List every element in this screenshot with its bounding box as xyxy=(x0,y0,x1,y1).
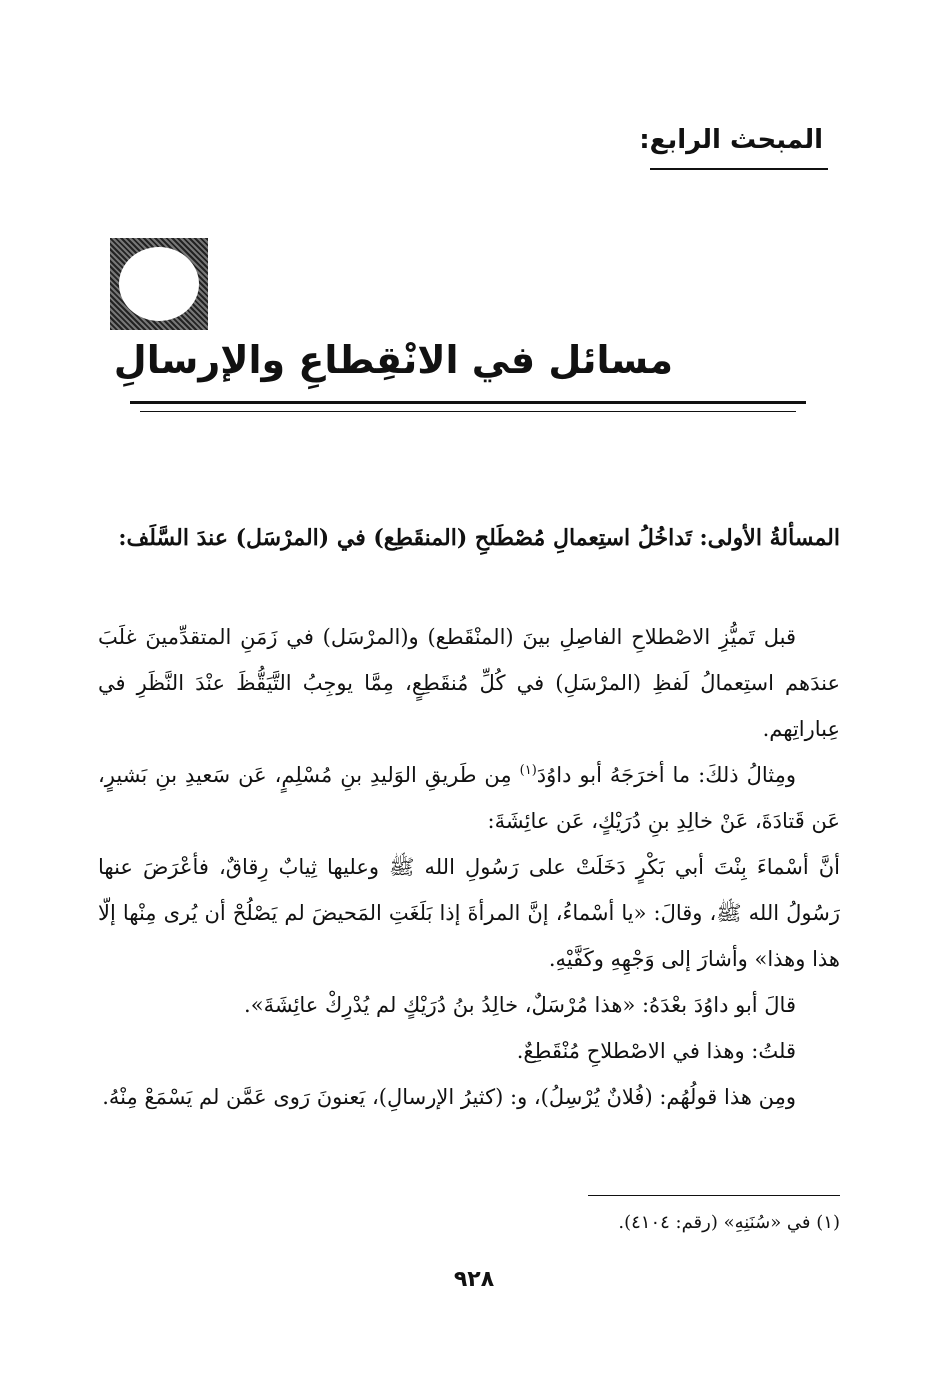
ornament-circle xyxy=(119,247,199,321)
example-text-start: ومِثالُ ذلكَ: ما أخرَجَهُ أبو داوُدَ xyxy=(536,763,797,787)
title-rule-thick xyxy=(130,401,806,404)
hadith-text: أنَّ أسْماءَ بِنْتَ أبي بَكْرٍ دَخَلَتْ على رَسُولِ الله ﷺ وعليها ثِيابٌ رِقاقٌ، فأعْرَضَ عنها رَسُولُ الله ﷺ، وقالَ: «يا أسْماءُ، إنَّ المرأةَ إذا بَلَغَتِ المَحيضَ لم يَصْلُحْ أن يُرى مِنْها إلّا هذا وهذا» وأشارَ إلى وَجْهِهِ وكَفَّيْهِ. xyxy=(98,855,840,971)
page-number: ٩٢٨ xyxy=(453,1267,495,1292)
footnote-marker: (١) xyxy=(519,763,537,778)
author-comment: قلتُ: وهذا في الاصْطلاحِ مُنْقَطِعٌ. xyxy=(516,1039,796,1063)
chapter-title: مسائل في الانْقِطاعِ والإرسالِ xyxy=(113,338,673,382)
chapter-ornament xyxy=(110,238,208,330)
footnote: (١) في «سُنَنِهِ» (رقم: ٤١٠٤). xyxy=(618,1212,840,1233)
abu-dawud-comment: قالَ أبو داوُدَ بعْدَهُ: «هذا مُرْسَلٌ، خالِدُ بنُ دُرَيْكٍ لم يُدْرِكْ عائِشَةَ». xyxy=(244,993,796,1017)
example-text-end: مِن طَريقِ الوَليدِ بنِ مُسْلِمٍ، عَن سَعيدِ بنِ بَشيرٍ، عَن قَتادَةَ، عَنْ خالِدِ بنِ دُرَيْكٍ، عَن عائِشَةَ: xyxy=(98,763,840,833)
paragraph-example xyxy=(98,752,840,844)
paragraph-irsal: ومِن هذا قولُهُم: (فُلانٌ يُرْسِلُ)، و: (كثيرُ الإرسالِ)، يَعنونَ رَوى عَمَّن لم يَسْمَعْ مِنْهُ. xyxy=(102,1085,796,1109)
paragraph-intro: قبل تَميُّزِ الاصْطلاحِ الفاصِلِ بينَ (المنْقَطع) و(المرْسَل) في زَمَنِ المتقدِّمينَ غلَبَ عندَهم استِعمالُ لَفظِ (المرْسَلِ) في كُلِّ مُنقَطِعٍ، مِمَّا يوجِبُ التَّيَقُّظَ عنْدَ النَّظَرِ في عِباراتِهم. xyxy=(98,625,840,741)
section-label-underline xyxy=(650,168,828,170)
section-label: المبحث الرابع: xyxy=(639,125,823,155)
footnote-rule xyxy=(588,1195,840,1196)
body-text xyxy=(98,614,840,1120)
title-rule-thin xyxy=(140,411,796,412)
issue-heading: المسألةُ الأولى: تَداخُلُ استِعمالِ مُصْطَلحِ (المنقَطِع) في (المرْسَل) عندَ السَّلَف: xyxy=(118,525,840,551)
